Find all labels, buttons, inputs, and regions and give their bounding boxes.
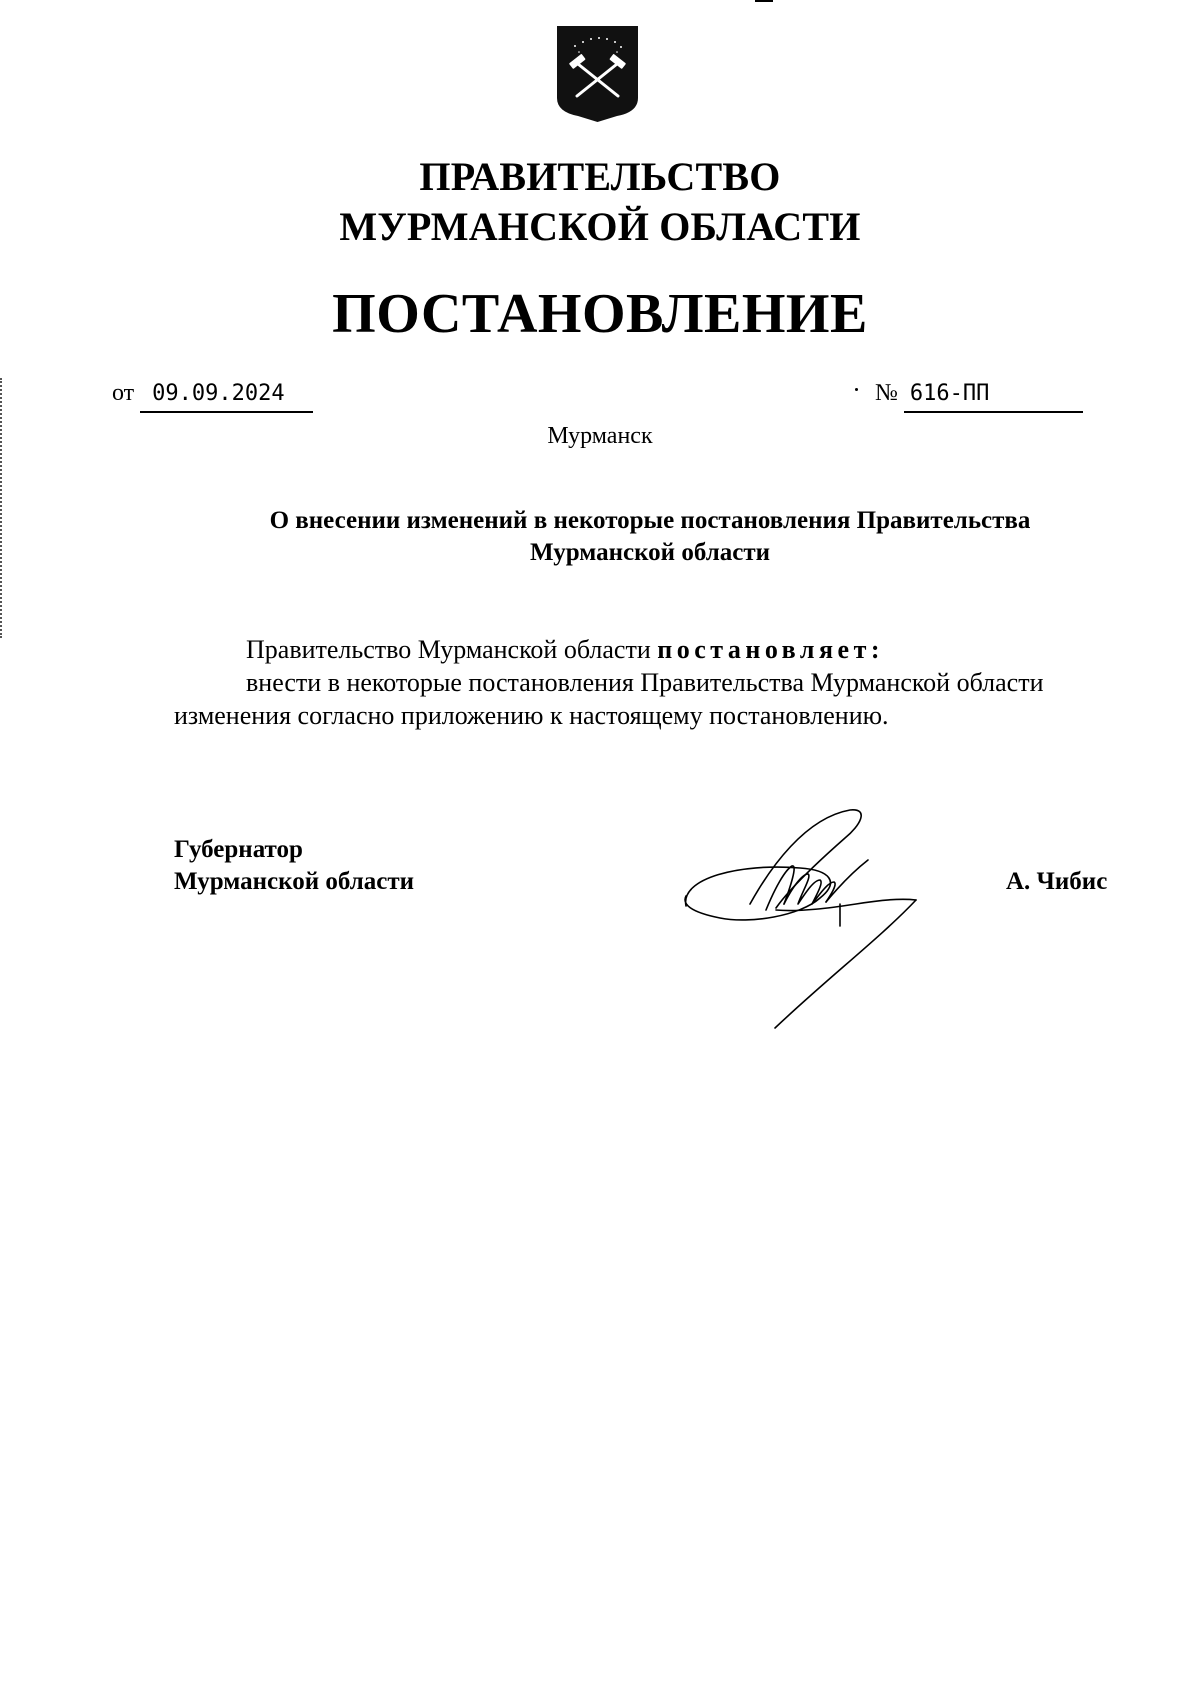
coat-of-arms-icon <box>555 24 640 124</box>
date-value: 09.09.2024 <box>140 379 312 413</box>
signer-title <box>174 834 414 898</box>
date-prefix: от <box>112 380 135 406</box>
body-verb: постановляет: <box>657 635 884 664</box>
handwritten-signature-icon <box>680 808 930 1030</box>
document-number <box>875 378 1083 413</box>
number-value: 616-ПП <box>904 379 1083 413</box>
signer-name: А. Чибис <box>1006 868 1108 895</box>
subject-line1: О внесении изменений в некоторые постановления Правительства <box>269 507 1031 534</box>
document-body <box>174 633 1164 732</box>
scan-artifact-edge <box>0 378 4 638</box>
body-line1 <box>174 633 1164 666</box>
signer-title-line1: Губернатор <box>174 836 303 863</box>
body-line3: изменения согласно приложению к настоящему постановлению. <box>174 701 889 730</box>
organization-title-line2: МУРМАНСКОЙ ОБЛАСТИ <box>339 204 861 249</box>
subject-line2: Мурманской области <box>529 539 771 566</box>
body-lead: Правительство Мурманской области <box>246 635 651 664</box>
scan-dot-artifact <box>855 388 858 391</box>
document-type-heading: ПОСТАНОВЛЕНИЕ <box>332 283 868 345</box>
organization-title <box>0 152 1200 252</box>
body-line2: внести в некоторые постановления Правительства Мурманской области <box>246 668 1044 697</box>
scan-artifact-top <box>755 0 773 2</box>
number-prefix: № <box>875 380 898 406</box>
document-city: Мурманск <box>547 423 653 449</box>
signer-title-line2: Мурманской области <box>174 868 415 895</box>
document-subject <box>140 505 1160 569</box>
document-date <box>112 378 313 413</box>
organization-title-line1: ПРАВИТЕЛЬСТВО <box>419 154 781 199</box>
